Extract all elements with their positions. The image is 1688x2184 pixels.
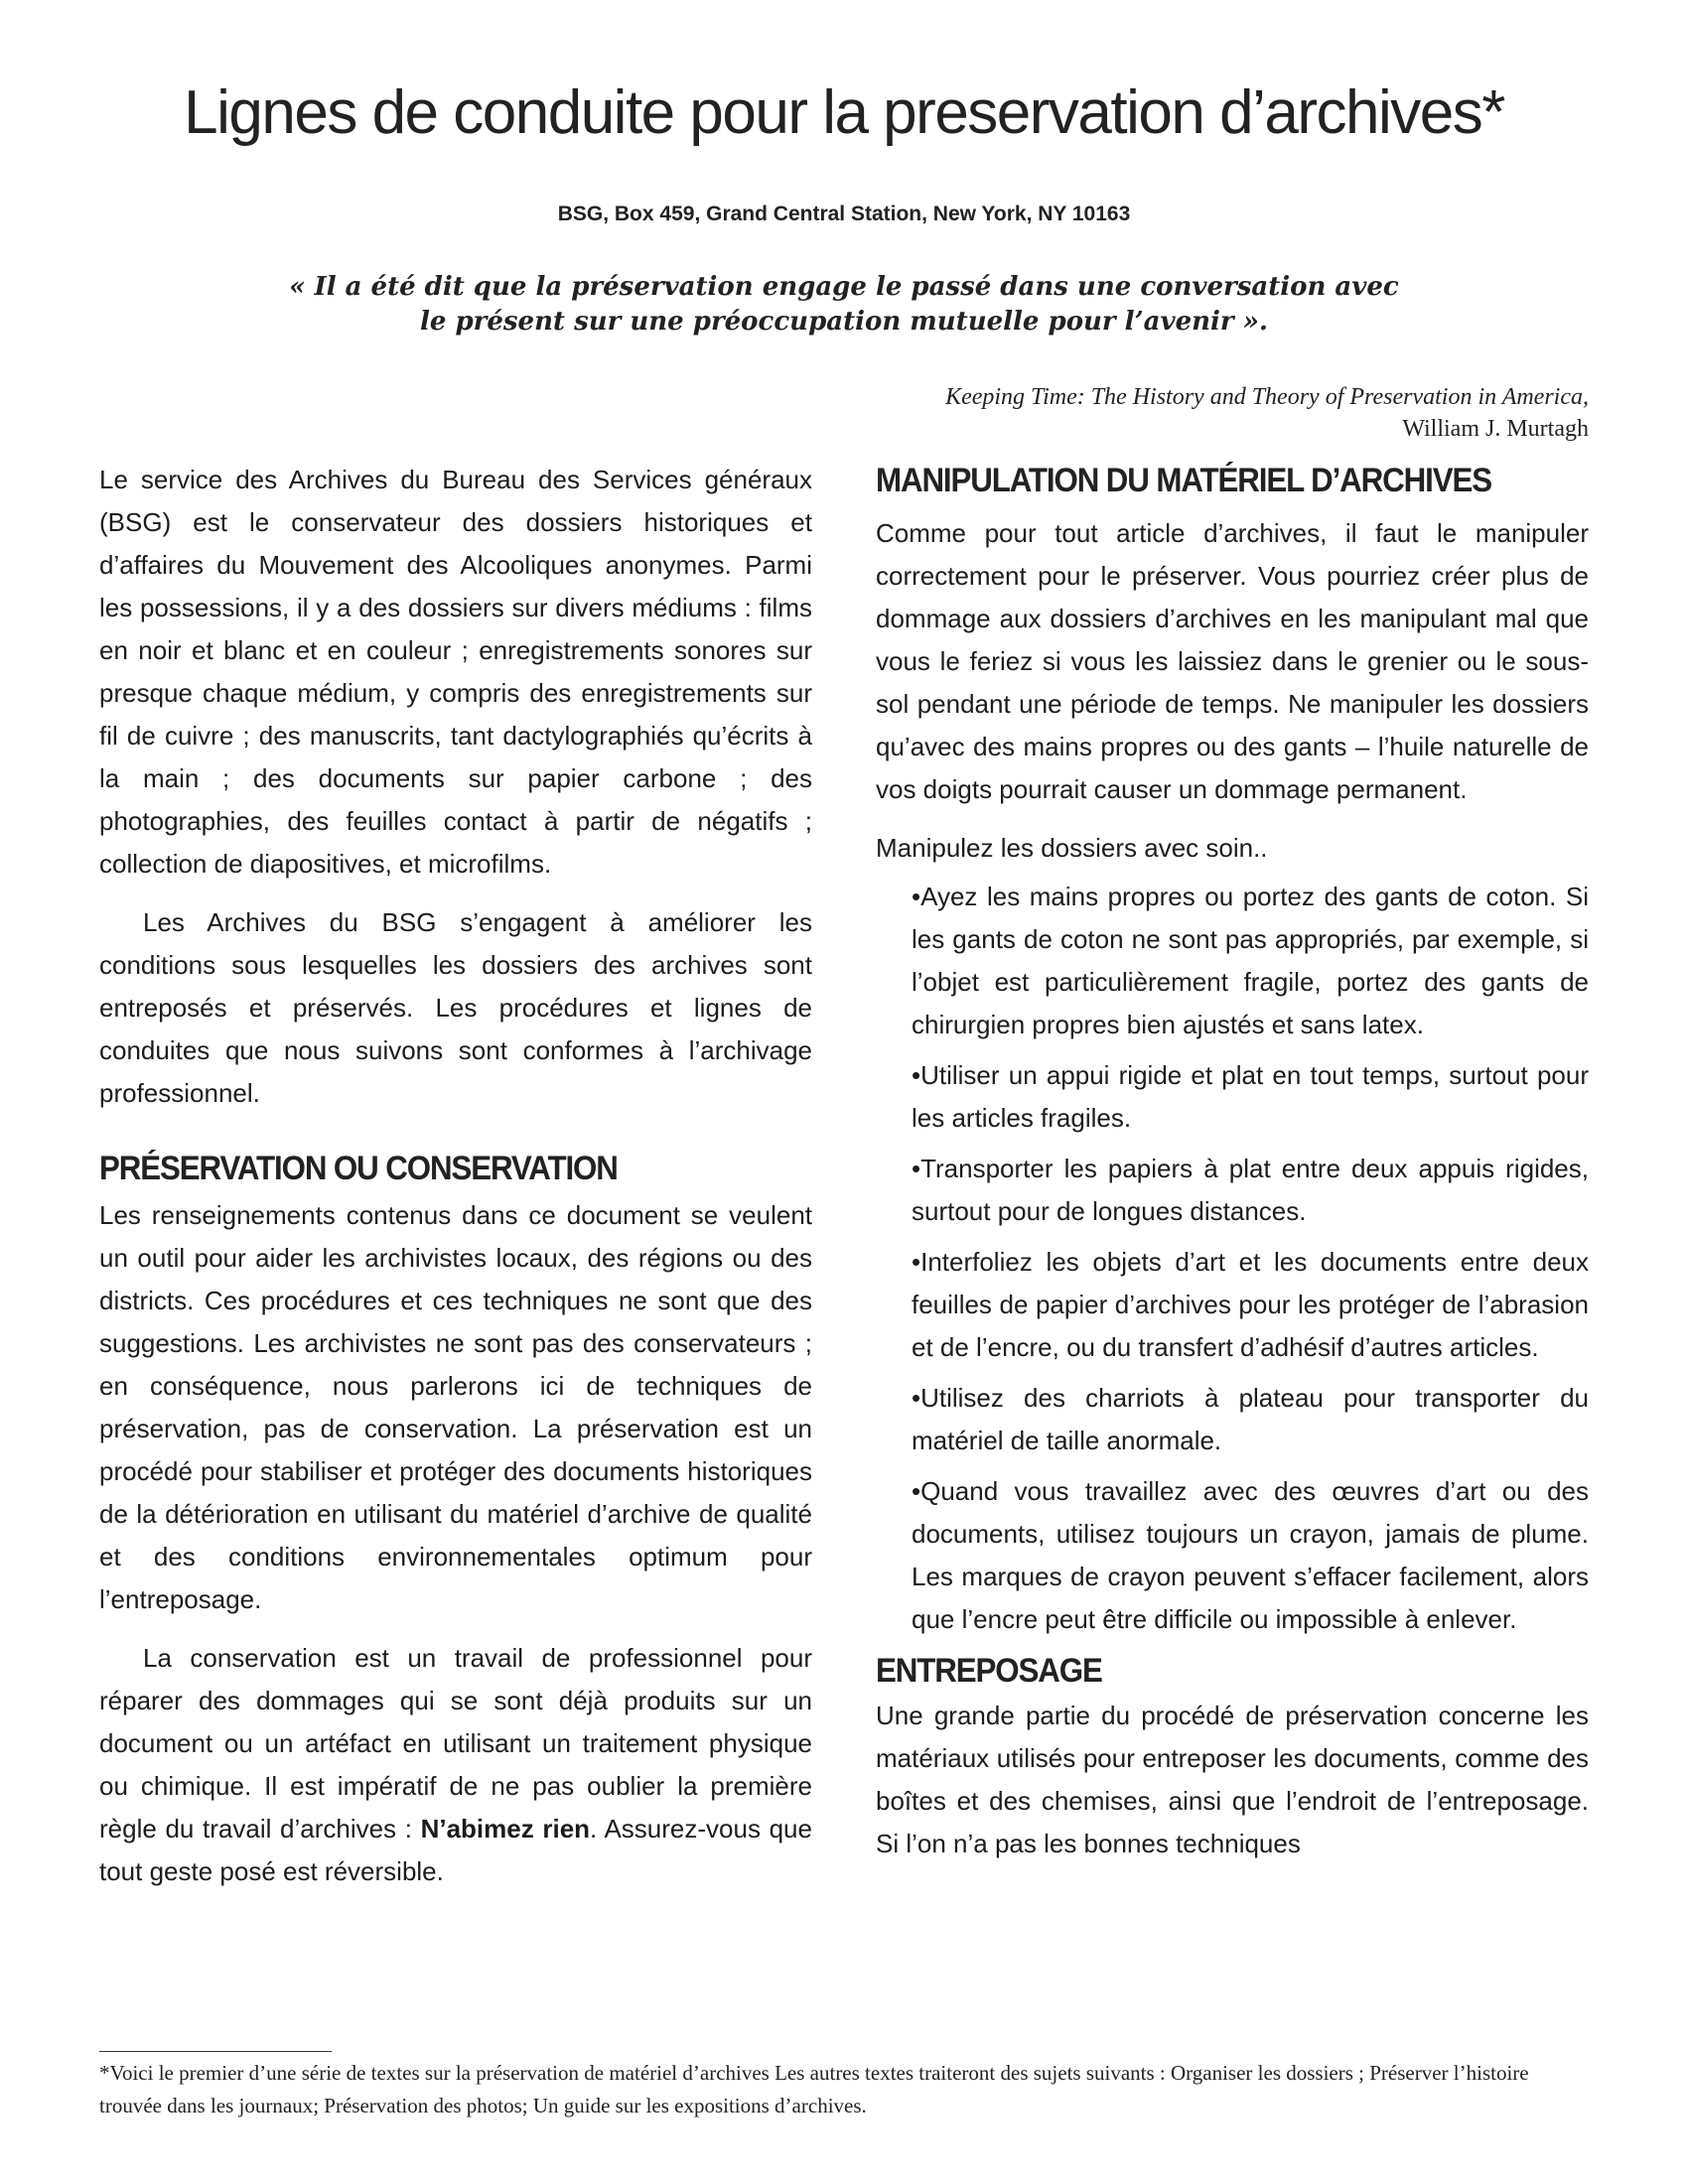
quote-attribution [945,381,1589,445]
list-item [912,1377,1589,1462]
list-item-text: •Interfoliez les objets d’art et les documents entre deux feuilles de papier d’archives pour les protéger de l’abrasion et de l’encre, ou du transfert d’adhésif d’autres articles. [912,1247,1589,1362]
storage-paragraph: Une grande partie du procédé de préservation concerne les matériaux utilisés pour entreposer les documents, comme des boîtes et des chemises, ainsi que l’endroit de l’entreposage. Si l’on n’a pas les bonnes techniques [876,1701,1589,1858]
list-item-text: •Transporter les papiers à plat entre deux appuis rigides, surtout pour de longues distances. [912,1154,1589,1226]
intro-paragraph-1: Le service des Archives du Bureau des Services généraux (BSG) est le conservateur des dossiers historiques et d’affaires du Mouvement des Alcooliques anonymes. Parmi les possessions, il y a des dossiers sur divers médiums : films en noir et blanc et en couleur ; enregistrements sonores sur presque chaque médium, y compris des enregistrements sur fil de cuivre ; des manuscrits, tant dactylographiés qu’écrits à la main ; des documents sur papier carbone ; des photographies, des feuilles contact à partir de négatifs ; collection de diapositives, et microfilms. [99,465,812,879]
quote-line-1: « Il a été dit que la préservation engage le passé dans une conversation avec [289,272,1399,302]
list-item-text: •Utiliser un appui rigide et plat en tout temps, surtout pour les articles fragiles. [912,1060,1589,1133]
quote-line-2: le présent sur une préoccupation mutuelle pour l’avenir ». [420,307,1268,337]
rule-emphasis: N’abimez rien [420,1814,591,1843]
handling-bullet-list [876,876,1589,1641]
footnote-divider [99,2051,332,2052]
section-heading-handling: MANIPULATION DU MATÉRIEL D’ARCHIVES [876,462,1491,499]
address-line: BSG, Box 459, Grand Central Station, New York, NY 10163 [557,203,1131,225]
list-item [912,1148,1589,1233]
list-item [912,1470,1589,1641]
section-heading-preservation: PRÉSERVATION OU CONSERVATION [99,1150,618,1187]
left-column [99,459,812,1893]
paragraph-text-start: La conservation est un travail de professionnel pour réparer des dommages qui se sont déjà produits sur un document ou un artéfact en utilisant un traitement physique ou chimique. Il est impératif de ne pas oublier la première règle du travail d’archives : [99,1643,812,1843]
list-item-text: •Quand vous travaillez avec des œuvres d’art ou des documents, utilisez toujours un crayon, jamais de plume. Les marques de crayon peuvent s’effacer facilement, alors que l’encre peut être difficile ou impossible à enlever. [912,1476,1589,1634]
list-item [912,1054,1589,1140]
attribution-author: William J. Murtagh [1402,416,1589,442]
page-title: Lignes de conduite pour la preservation d’archives* [184,78,1504,147]
paragraph-text-end: . Assurez-vous que tout geste posé est réversible. [99,1814,812,1886]
footnote: *Voici le premier d’une série de textes sur la préservation de matériel d’archives Les autres textes traiteront des sujets suivants : Organiser les dossiers ; Préserver l’histoire trouvée dans les journaux; Préservation des photos; Un guide sur les expositions d’archives. [99,2061,1529,2117]
list-item [912,876,1589,1046]
attribution-work: Keeping Time: The History and Theory of Preservation in America, [945,384,1589,410]
epigraph-quote [0,270,1688,340]
handling-paragraph-2: Manipulez les dossiers avec soin.. [876,833,1268,863]
list-item-text: •Ayez les mains propres ou portez des gants de coton. Si les gants de coton ne sont pas appropriés, par exemple, si l’objet est particulièrement fragile, portez des gants de chirurgien propres bien ajustés et sans latex. [912,882,1589,1039]
right-column [876,459,1589,1865]
intro-paragraph-2: Les Archives du BSG s’engagent à améliorer les conditions sous lesquelles les dossiers des archives sont entreposés et préservés. Les procédures et lignes de conduites que nous suivons sont conformes à l’archivage professionnel. [99,907,812,1108]
handling-paragraph-1: Comme pour tout article d’archives, il faut le manipuler correctement pour le préserver. Vous pourriez créer plus de dommage aux dossiers d’archives en les manipulant mal que vous le feriez si vous les laissiez dans le grenier ou le sous-sol pendant une période de temps. Ne manipuler les dossiers qu’avec des mains propres ou des gants – l’huile naturelle de vos doigts pourrait causer un dommage permanent. [876,518,1589,804]
preservation-paragraph-1: Les renseignements contenus dans ce document se veulent un outil pour aider les archivistes locaux, des régions ou des districts. Ces procédures et ces techniques ne sont que des suggestions. Les archivistes ne sont pas des conservateurs ; en conséquence, nous parlerons ici de techniques de préservation, pas de conservation. La préservation est un procédé pour stabiliser et protéger des documents historiques de la détérioration en utilisant du matériel d’archive de qualité et des conditions environnementales optimum pour l’entreposage. [99,1200,812,1614]
list-item-text: •Utilisez des charriots à plateau pour transporter du matériel de taille anormale. [912,1383,1589,1455]
preservation-paragraph-2 [99,1637,812,1893]
section-heading-storage: ENTREPOSAGE [876,1652,1102,1690]
list-item [912,1241,1589,1369]
